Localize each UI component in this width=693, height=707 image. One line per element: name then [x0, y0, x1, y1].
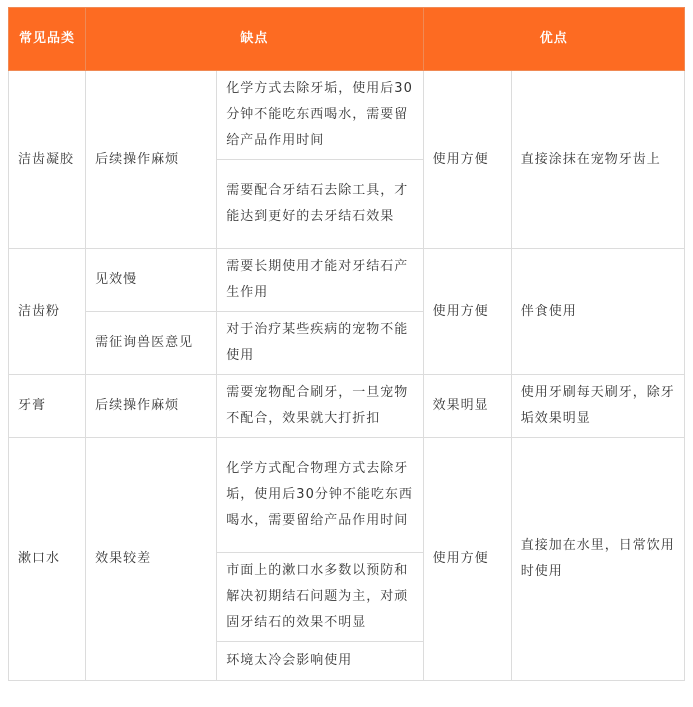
- category-cell: 洁齿粉: [9, 249, 86, 375]
- cons-summary-cell: 后续操作麻烦: [86, 375, 217, 438]
- cons-summary-cell: 效果较差: [86, 438, 217, 681]
- cons-detail-cell: 需要宠物配合刷牙，一旦宠物不配合，效果就大打折扣: [217, 375, 423, 438]
- comparison-table: [8, 7, 685, 681]
- table-row: [9, 375, 685, 438]
- pros-summary-cell: 使用方便: [423, 71, 511, 249]
- cons-detail-cell: 市面上的漱口水多数以预防和解决初期结石问题为主，对顽固牙结石的效果不明显: [217, 553, 423, 642]
- cons-summary-cell: 后续操作麻烦: [86, 71, 217, 249]
- category-cell: 洁齿凝胶: [9, 71, 86, 249]
- category-cell: 牙膏: [9, 375, 86, 438]
- table-row: [9, 249, 685, 312]
- header-category: 常见品类: [9, 8, 86, 71]
- header-pros: 优点: [423, 8, 684, 71]
- pros-detail-cell: 直接涂抹在宠物牙齿上: [511, 71, 684, 249]
- pros-detail-cell: 直接加在水里，日常饮用时使用: [511, 438, 684, 681]
- category-cell: 漱口水: [9, 438, 86, 681]
- cons-detail-cell: 需要配合牙结石去除工具，才能达到更好的去牙结石效果: [217, 160, 423, 249]
- cons-summary-cell: 需征询兽医意见: [86, 312, 217, 375]
- pros-summary-cell: 效果明显: [423, 375, 511, 438]
- cons-detail-cell: 环境太冷会影响使用: [217, 642, 423, 681]
- pros-summary-cell: 使用方便: [423, 249, 511, 375]
- table-header-row: [9, 8, 685, 71]
- cons-summary-cell: 见效慢: [86, 249, 217, 312]
- pros-detail-cell: 使用牙刷每天刷牙，除牙垢效果明显: [511, 375, 684, 438]
- table-row: [9, 438, 685, 553]
- cons-detail-cell: 需要长期使用才能对牙结石产生作用: [217, 249, 423, 312]
- header-cons: 缺点: [86, 8, 423, 71]
- pros-summary-cell: 使用方便: [423, 438, 511, 681]
- cons-detail-cell: 化学方式去除牙垢，使用后30分钟不能吃东西喝水，需要留给产品作用时间: [217, 71, 423, 160]
- pros-detail-cell: 伴食使用: [511, 249, 684, 375]
- cons-detail-cell: 化学方式配合物理方式去除牙垢，使用后30分钟不能吃东西喝水，需要留给产品作用时间: [217, 438, 423, 553]
- table-row: [9, 71, 685, 160]
- cons-detail-cell: 对于治疗某些疾病的宠物不能使用: [217, 312, 423, 375]
